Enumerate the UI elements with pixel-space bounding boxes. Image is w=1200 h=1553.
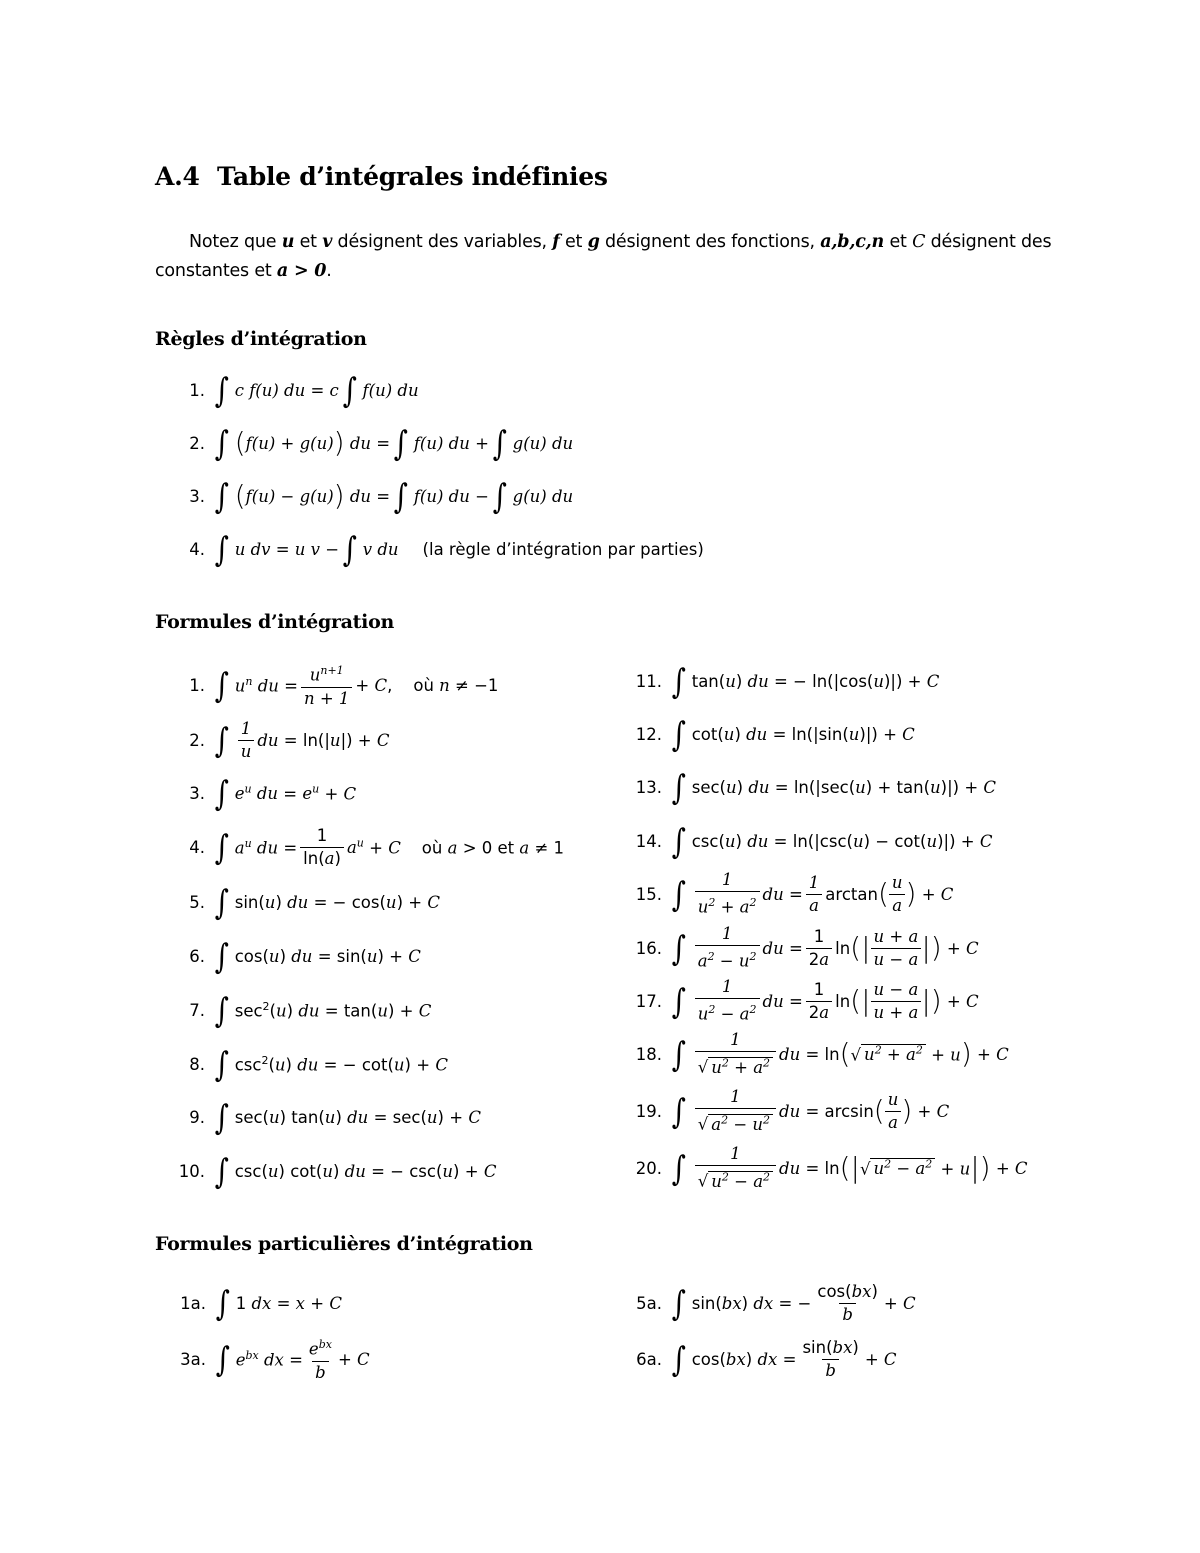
integral-sign: ∫ bbox=[671, 1340, 686, 1380]
formula-20: 20. ∫ $\frac{1}{√ u^2 - a^2}$ du = ln (| √ $u^2 - a^2 + u$ |) + C bbox=[628, 1144, 1028, 1192]
formula-label: 1. bbox=[189, 675, 205, 695]
formula-9: 9. ∫ sec(u) tan(u) du = sec(u) + C bbox=[175, 1093, 481, 1141]
const-C: C bbox=[912, 232, 926, 252]
formula-label: 9. bbox=[189, 1107, 205, 1127]
integral-sign: ∫ bbox=[492, 424, 507, 464]
formula-label: 17. bbox=[635, 991, 662, 1011]
formula-12: 12. ∫ cot(u) du = ln(|sin(u)|) + C bbox=[628, 710, 915, 758]
var-v: v bbox=[322, 232, 333, 252]
formula: f(u) du bbox=[362, 380, 419, 400]
rule-4: 4. ∫ u dv = u v − ∫ v du (la règle d’intégration par parties) bbox=[175, 525, 704, 573]
formula-label: 5a. bbox=[636, 1293, 662, 1313]
constants: a,b,c,n bbox=[820, 232, 885, 252]
integral-sign: ∫ bbox=[214, 477, 229, 517]
formula-1: 1. ∫ $u^n$ du = $\frac{u^{n+1}}{n + 1}$ + C, où n ≠ −1 bbox=[175, 661, 498, 709]
integral-sign: ∫ bbox=[214, 937, 229, 977]
formula-label: 19. bbox=[635, 1101, 662, 1121]
formula-label: 7. bbox=[189, 1000, 205, 1020]
integral-sign: ∫ bbox=[214, 1098, 229, 1138]
formula-label: 13. bbox=[635, 777, 662, 797]
formula-label: 3a. bbox=[180, 1349, 206, 1369]
formula-17: 17. ∫ $\frac{1}{u^2 - a^2}$ du = $\frac{1}{2a}$ ln (| $\frac{u - a}{u + a}$ |) + C bbox=[628, 977, 979, 1025]
integral-sign: ∫ bbox=[214, 991, 229, 1031]
rule-3: 3. ∫ ( f(u) − g(u) ) du = ∫ f(u) du − ∫ g(u) du bbox=[175, 472, 573, 520]
intro-text: et bbox=[884, 232, 913, 252]
integral-sign: ∫ bbox=[671, 875, 686, 915]
formula-19: 19. ∫ $\frac{1}{√ a^2 - u^2}$ du = arcsin ( $\frac{u}{a}$ ) + C bbox=[628, 1087, 949, 1135]
integral-sign: ∫ bbox=[214, 1152, 229, 1192]
section-number: A.4 bbox=[155, 162, 200, 191]
formula-18: 18. ∫ $\frac{1}{√ u^2 + a^2}$ du = ln ( √ $u^2 + a^2 + u$ ) + C bbox=[628, 1030, 1009, 1078]
formula-15: 15. ∫ $\frac{1}{u^2 + a^2}$ du = $\frac{1}{a}$ arctan ( $\frac{u}{a}$ ) + C bbox=[628, 870, 953, 918]
formula-7: 7. ∫ $\sec^2(u)$ du = tan(u) + C bbox=[175, 986, 431, 1034]
condition: a > 0 bbox=[276, 261, 327, 281]
formula-label: 18. bbox=[635, 1044, 662, 1064]
rule-label: 1. bbox=[189, 380, 205, 400]
integral-sign: ∫ bbox=[393, 424, 409, 464]
formula-5: 5. ∫ sin(u) du = − cos(u) + C bbox=[175, 878, 440, 926]
rule-1 bbox=[175, 366, 419, 414]
intro-text: et bbox=[559, 232, 588, 252]
rules-heading: Règles d’intégration bbox=[155, 328, 367, 350]
formulas-heading: Formules d’intégration bbox=[155, 611, 394, 633]
integral-sign: ∫ bbox=[215, 1284, 230, 1324]
rule-note: (la règle d’intégration par parties) bbox=[422, 539, 704, 559]
integral-sign: ∫ bbox=[671, 822, 686, 862]
formula-label: 2. bbox=[189, 730, 205, 750]
formula-11: 11. ∫ tan(u) du = − ln(|cos(u)|) + C bbox=[628, 657, 939, 705]
integral-sign: ∫ bbox=[342, 530, 358, 570]
intro-text: désignent des variables, bbox=[332, 232, 553, 252]
integral-sign: ∫ bbox=[492, 477, 507, 517]
var-g: g bbox=[587, 232, 600, 252]
formula-label: 15. bbox=[635, 884, 662, 904]
formula-10: 10. ∫ csc(u) cot(u) du = − csc(u) + C bbox=[175, 1147, 496, 1195]
integral-sign: ∫ bbox=[214, 774, 229, 814]
integral-sign: ∫ bbox=[671, 715, 686, 755]
formula-13: 13. ∫ sec(u) du = ln(|sec(u) + tan(u)|) + C bbox=[628, 763, 996, 811]
var-f: f bbox=[552, 232, 560, 252]
integral-sign: ∫ bbox=[671, 662, 686, 702]
integral-sign: ∫ bbox=[671, 1284, 686, 1324]
integral-sign: ∫ bbox=[214, 424, 229, 464]
special-5a: 5a. ∫ sin(bx) dx = − $\frac{\cos(bx)}{b}$ + C bbox=[628, 1279, 916, 1327]
formula-label: 10. bbox=[178, 1161, 205, 1181]
formula-label: 6. bbox=[189, 946, 205, 966]
integral-sign: ∫ bbox=[671, 1092, 686, 1132]
intro-text: et bbox=[294, 232, 323, 252]
formula-label: 4. bbox=[189, 837, 205, 857]
integral-sign: ∫ bbox=[671, 1149, 686, 1189]
rule-label: 3. bbox=[189, 486, 205, 506]
integral-sign: ∫ bbox=[214, 828, 229, 868]
formula-6: 6. ∫ cos(u) du = sin(u) + C bbox=[175, 932, 421, 980]
formula: c f(u) du = c bbox=[234, 380, 339, 400]
integral-sign: ∫ bbox=[671, 929, 686, 969]
formula-16: 16. ∫ $\frac{1}{a^2 - u^2}$ du = $\frac{1}{2a}$ ln (| $\frac{u + a}{u - a}$ |) + C bbox=[628, 924, 979, 972]
special-1a: 1a. ∫ 1 dx = x + C bbox=[170, 1279, 342, 1327]
special-3a: 3a. ∫ $e^{bx}$ dx = $\frac{e^{bx}}{b}$ + C bbox=[170, 1335, 370, 1383]
special-heading: Formules particulières d’intégration bbox=[155, 1233, 533, 1255]
formula-3: 3. ∫ $e^u$ du = $e^u + C$ bbox=[175, 769, 356, 817]
integral-sign: ∫ bbox=[393, 477, 409, 517]
formula-4: 4. ∫ $a^u$ du = $\frac{1}{\ln(a)}$ $a^u + C$ où a > 0 et a ≠ 1 bbox=[175, 823, 564, 871]
formula-label: 14. bbox=[635, 831, 662, 851]
integral-sign: ∫ bbox=[214, 666, 229, 706]
formula: u dv = u v − bbox=[234, 539, 340, 559]
integral-sign: ∫ bbox=[215, 1340, 230, 1380]
formula-label: 5. bbox=[189, 892, 205, 912]
formula-2: 2. ∫ $\frac{1}{u}$ du = ln(|u|) + C bbox=[175, 716, 390, 764]
intro-text: désignent des constantes et bbox=[155, 232, 1052, 281]
integral-sign: ∫ bbox=[342, 371, 357, 411]
integral-sign: ∫ bbox=[671, 768, 686, 808]
integral-sign: ∫ bbox=[214, 721, 229, 761]
formula-label: 16. bbox=[635, 938, 662, 958]
integral-sign: ∫ bbox=[214, 371, 229, 411]
formula-label: 8. bbox=[189, 1054, 205, 1074]
integral-sign: ∫ bbox=[214, 530, 229, 570]
intro-text: désignent des fonctions, bbox=[599, 232, 821, 252]
rule-2: 2. ∫ ( f(u) + g(u) ) du = ∫ f(u) du + ∫ g(u) du bbox=[175, 419, 573, 467]
formula-label: 3. bbox=[189, 783, 205, 803]
rule-label: 4. bbox=[189, 539, 205, 559]
intro-text: . bbox=[326, 261, 332, 281]
formula-label: 20. bbox=[635, 1158, 662, 1178]
formula-label: 12. bbox=[635, 724, 662, 744]
special-6a: 6a. ∫ cos(bx) dx = $\frac{\sin(bx)}{b}$ + C bbox=[628, 1335, 897, 1383]
intro-text: Notez que bbox=[189, 232, 282, 252]
integral-sign: ∫ bbox=[214, 883, 229, 923]
section-title-text: Table d’intégrales indéfinies bbox=[217, 162, 608, 191]
integral-sign: ∫ bbox=[671, 982, 686, 1022]
formula-label: 11. bbox=[635, 671, 662, 691]
formula-14: 14. ∫ csc(u) du = ln(|csc(u) − cot(u)|) + C bbox=[628, 817, 992, 865]
var-u: u bbox=[281, 232, 295, 252]
formula-label: 6a. bbox=[636, 1349, 662, 1369]
intro-paragraph bbox=[155, 228, 1055, 286]
integral-sign: ∫ bbox=[214, 1045, 229, 1085]
formula-label: 1a. bbox=[180, 1293, 206, 1313]
integral-sign: ∫ bbox=[671, 1035, 686, 1075]
rule-label: 2. bbox=[189, 433, 205, 453]
section-title bbox=[155, 162, 608, 191]
formula-8: 8. ∫ $\csc^2(u)$ du = − cot(u) + C bbox=[175, 1040, 448, 1088]
